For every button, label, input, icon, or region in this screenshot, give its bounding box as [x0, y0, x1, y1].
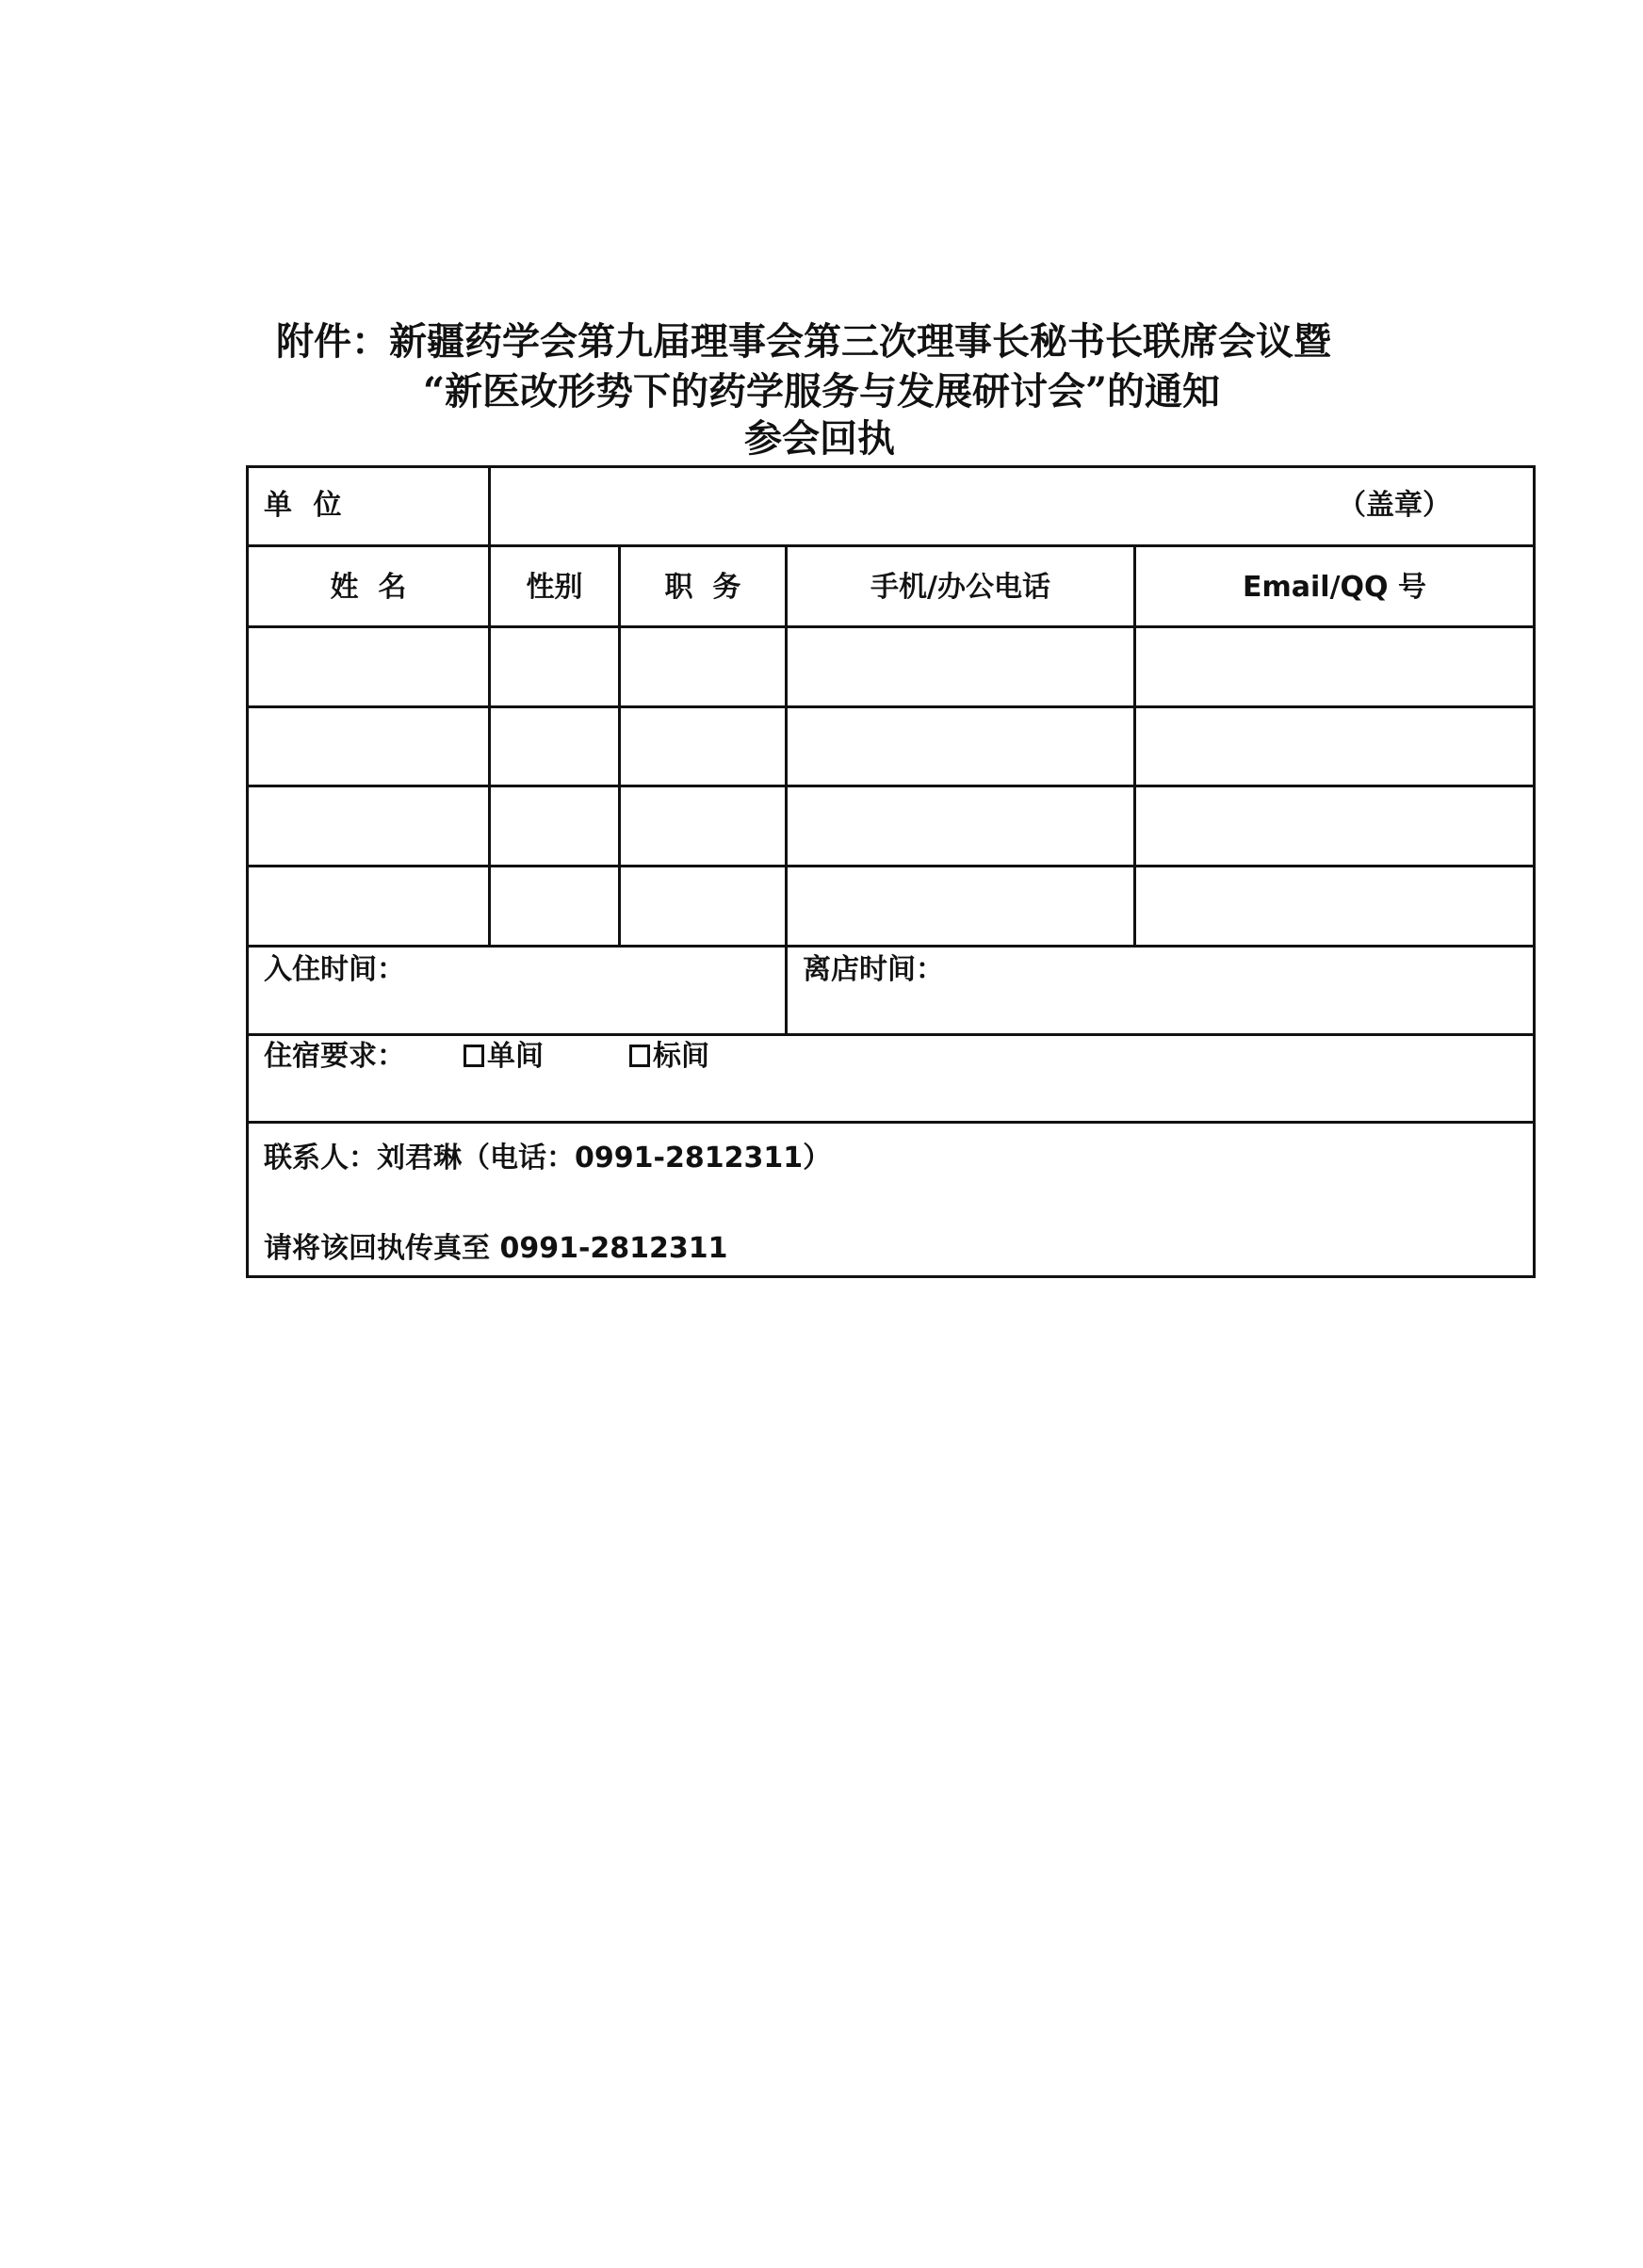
col-header-position: 职 务 [664, 571, 741, 604]
lodging-option-double-label: 标间 [653, 1040, 709, 1073]
phone-cell-1[interactable] [788, 628, 1133, 705]
checkbox-icon[interactable] [629, 1045, 650, 1067]
contact-info: 联系人：刘君琳（电话：0991-2812311） [264, 1142, 832, 1174]
phone-cell-4[interactable] [788, 867, 1133, 945]
position-cell-4[interactable] [621, 867, 785, 945]
name-cell-3[interactable] [249, 787, 488, 865]
position-cell-1[interactable] [621, 628, 785, 705]
position-cell-2[interactable] [621, 708, 785, 785]
email-cell-3[interactable] [1136, 787, 1533, 865]
position-cell-3[interactable] [621, 787, 785, 865]
lodging-label: 住宿要求： [264, 1040, 405, 1073]
lodging-option-single-label: 单间 [487, 1040, 544, 1073]
gender-cell-3[interactable] [491, 787, 618, 865]
row-divider [249, 544, 1533, 547]
form-title: 参会回执 [744, 416, 895, 461]
col-header-gender: 性别 [526, 571, 583, 604]
email-cell-1[interactable] [1136, 628, 1533, 705]
unit-label: 单 位 [264, 489, 348, 522]
phone-cell-2[interactable] [788, 708, 1133, 785]
stamp-note: （盖章） [1338, 489, 1451, 522]
name-cell-2[interactable] [249, 708, 488, 785]
name-cell-4[interactable] [249, 867, 488, 945]
title-line-1: 附件：新疆药学会第九届理事会第三次理事长秘书长联席会议暨 [276, 319, 1331, 364]
registration-form-table [246, 465, 1536, 1278]
lodging-option-double[interactable] [629, 1041, 709, 1073]
phone-cell-3[interactable] [788, 787, 1133, 865]
gender-cell-4[interactable] [491, 867, 618, 945]
name-cell-1[interactable] [249, 628, 488, 705]
col-header-email: Email/QQ 号 [1243, 571, 1426, 604]
gender-cell-1[interactable] [491, 628, 618, 705]
row-divider [249, 1033, 1533, 1036]
checkin-field[interactable] [249, 948, 785, 1033]
fax-instruction: 请将该回执传真至 0991-2812311 [264, 1232, 728, 1265]
col-header-phone: 手机/办公电话 [870, 571, 1050, 604]
title-line-2: “新医改形势下的药学服务与发展研讨会”的通知 [422, 369, 1220, 413]
checkin-label: 入住时间： [264, 953, 405, 986]
email-cell-4[interactable] [1136, 867, 1533, 945]
checkbox-icon[interactable] [464, 1045, 484, 1067]
lodging-option-single[interactable] [464, 1041, 544, 1073]
col-header-name: 姓 名 [330, 571, 407, 604]
checkout-label: 离店时间： [803, 953, 944, 986]
row-divider [249, 1121, 1533, 1124]
checkout-field[interactable] [788, 948, 1533, 1033]
gender-cell-2[interactable] [491, 708, 618, 785]
email-cell-2[interactable] [1136, 708, 1533, 785]
